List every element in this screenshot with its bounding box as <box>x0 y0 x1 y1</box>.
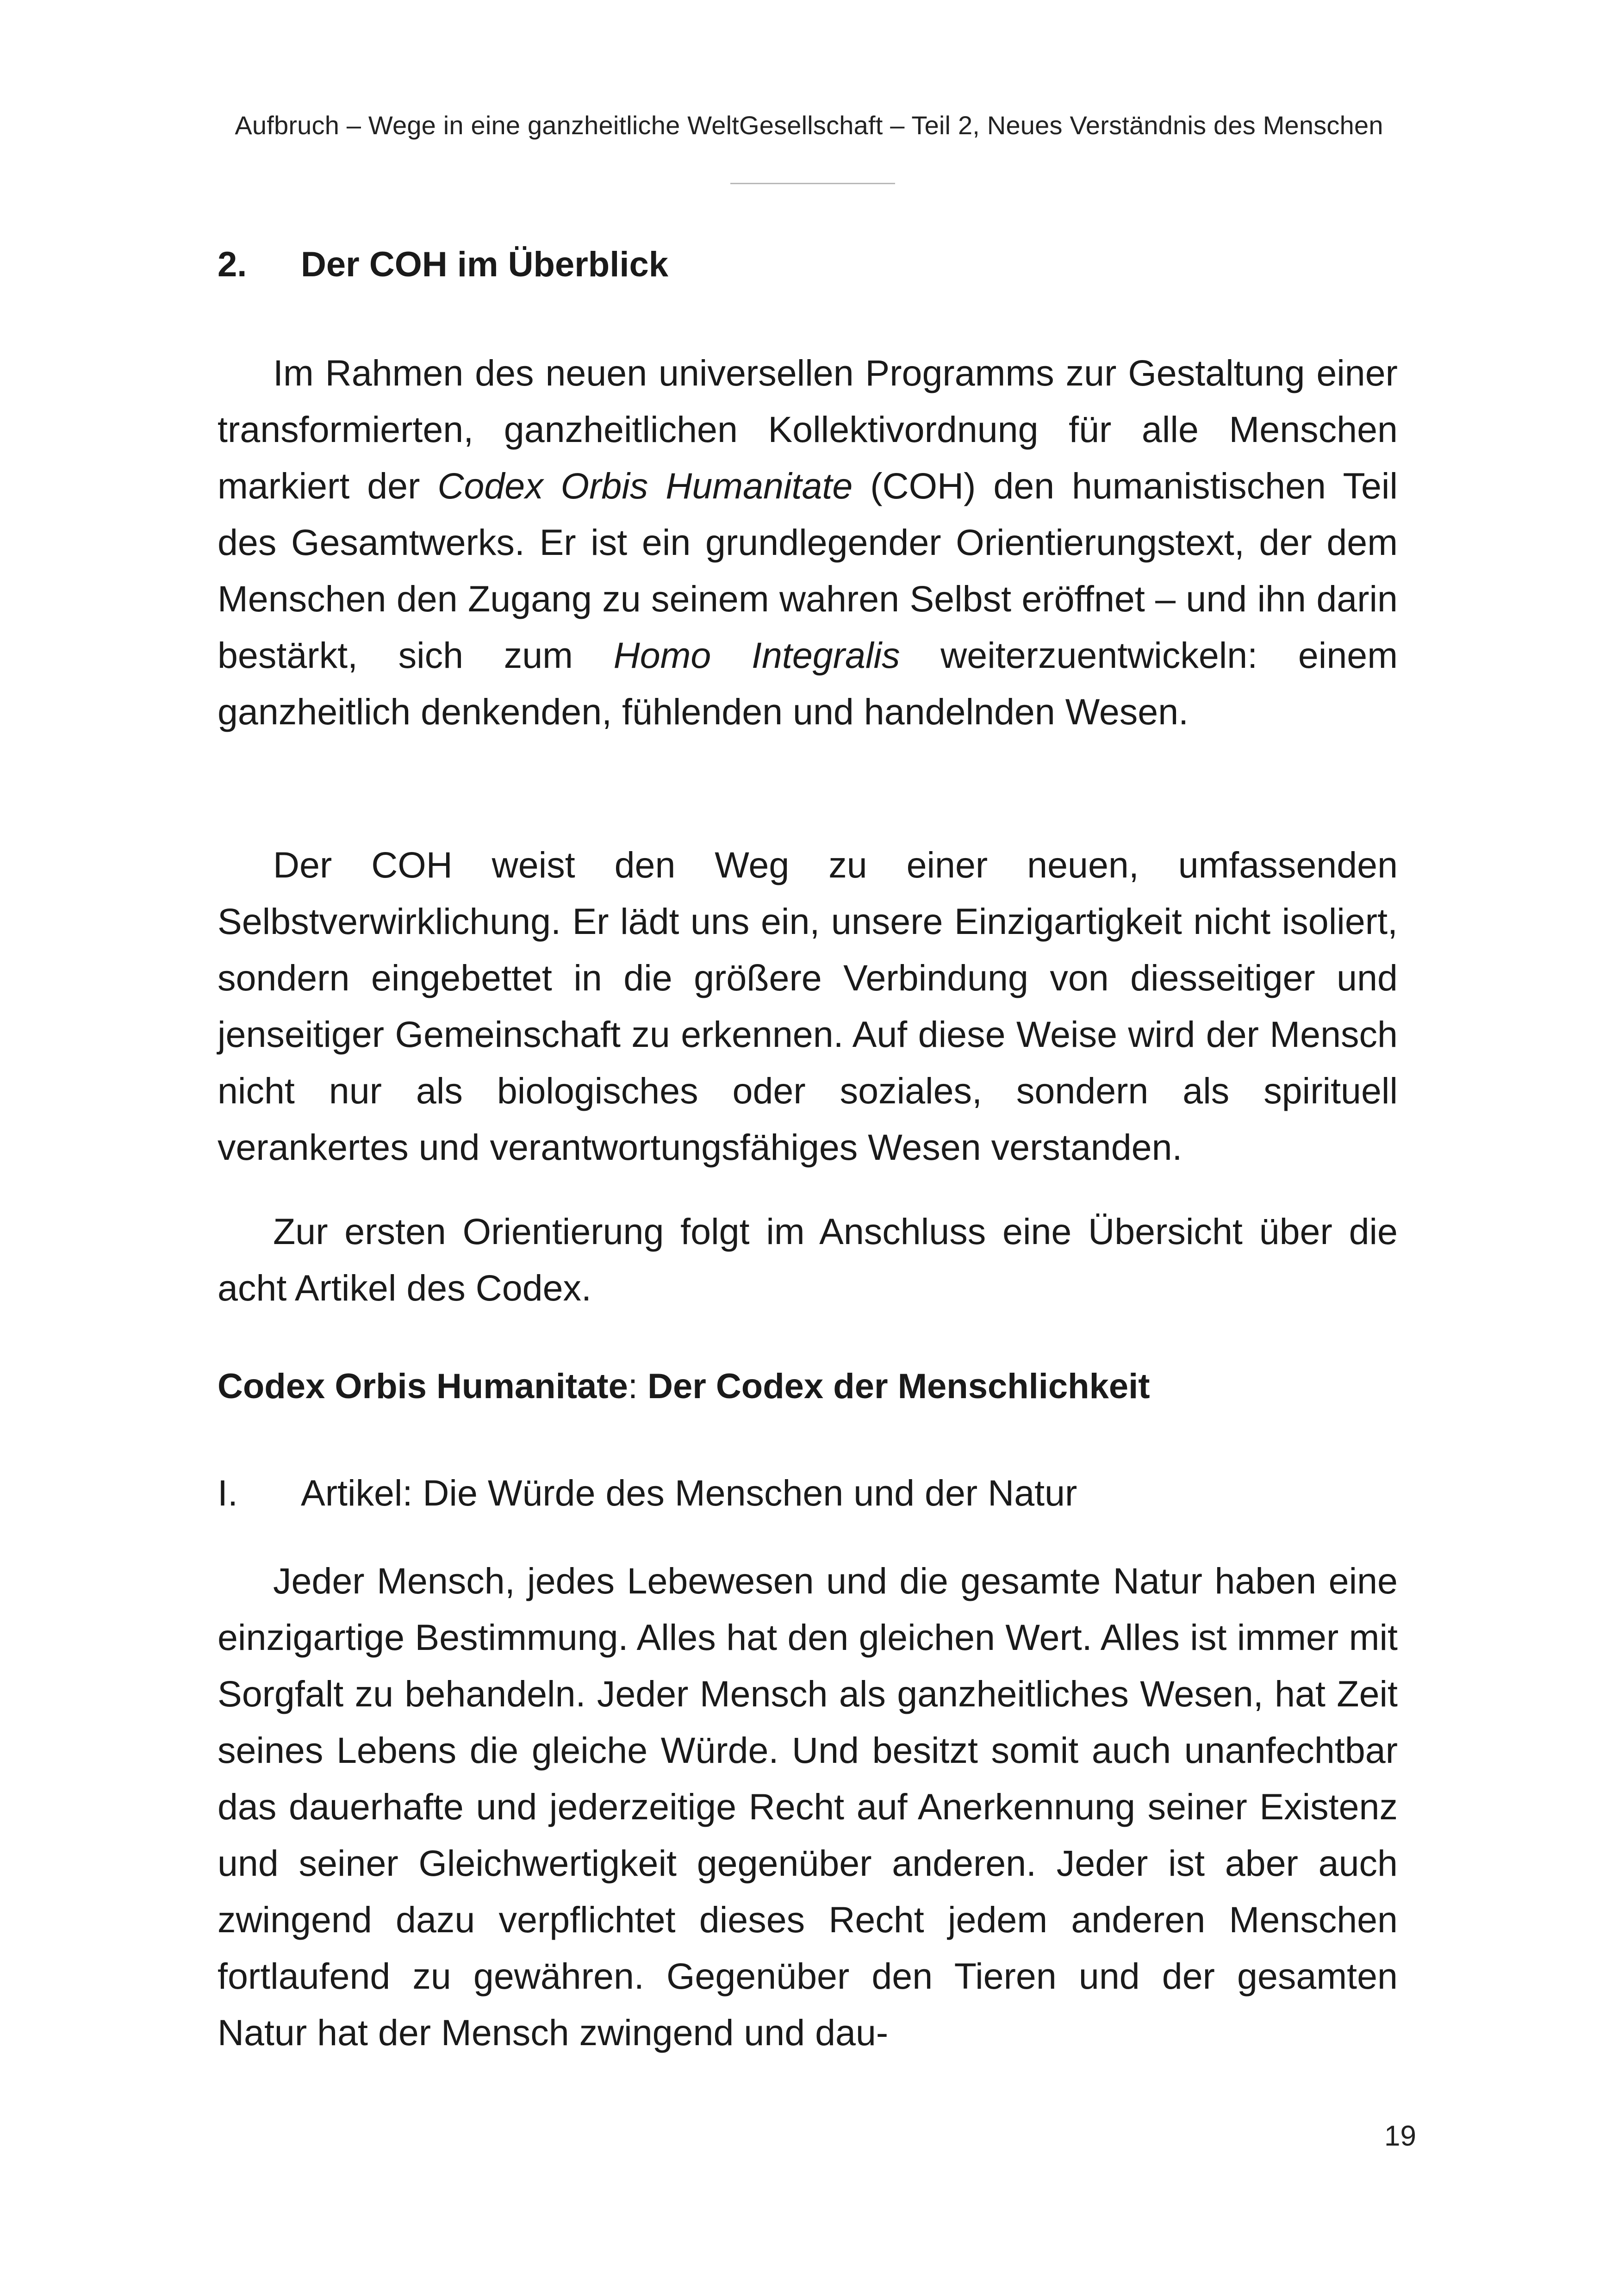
paragraph-intro-text-c: weiterzuentwickeln: einem ganzheitlich denkenden, fühlenden und handelnden Wesen. <box>218 635 1398 732</box>
paragraph-intro-text-b: (COH) den humanistischen Teil des Gesamtwerks. Er ist ein grundlegender Orientierungstext, der dem Menschen den Zugang zu seinem wahren Selbst eröffnet – und ihn darin bestärkt, sich zum <box>218 465 1398 676</box>
article-title: Artikel: Die Würde des Menschen und der Natur <box>301 1472 1077 1513</box>
codex-heading-subtitle: Der Codex der Menschlichkeit <box>647 1367 1150 1406</box>
codex-heading-name: Codex Orbis Humanitate <box>218 1367 628 1406</box>
section-title: Der COH im Überblick <box>301 245 668 284</box>
paragraph-orientation: Zur ersten Orientierung folgt im Anschluss eine Übersicht über die acht Artikel des Codex. <box>218 1211 1398 1308</box>
header-divider <box>730 183 895 184</box>
running-header: Aufbruch – Wege in eine ganzheitliche WeltGesellschaft – Teil 2, Neues Verständnis des Menschen <box>235 111 1383 140</box>
page-number: 19 <box>1384 2120 1416 2152</box>
paragraph-intro <box>218 345 1398 740</box>
section-heading <box>218 244 668 285</box>
homo-integralis-emphasis: Homo Integralis <box>613 635 900 676</box>
codex-heading <box>218 1366 1150 1406</box>
codex-name-emphasis: Codex Orbis Humanitate <box>437 465 853 506</box>
article-number: I. <box>218 1472 238 1513</box>
section-number: 2. <box>218 245 247 284</box>
paragraph-intro-text-a: Im Rahmen des neuen universellen Programms zur Gestaltung einer transformierten, ganzheitlichen Kollektivordnung für alle Menschen markiert der <box>218 352 1398 506</box>
paragraph-self-realization: Der COH weist den Weg zu einer neuen, umfassenden Selbstverwirklichung. Er lädt uns ein, unsere Einzigartigkeit nicht isoliert, sondern eingebettet in die größere Verbindung von diesseitiger und jenseitiger Gemeinschaft zu erkennen. Auf diese Weise wird der Mensch nicht nur als biologisches oder soziales, sondern als spirituell verankertes und verantwortungsfähiges Wesen verstanden. <box>218 844 1398 1168</box>
paragraph-article-one: Jeder Mensch, jedes Lebewesen und die gesamte Natur haben eine einzigartige Bestimmung. Alles hat den gleichen Wert. Alles ist immer mit Sorgfalt zu behandeln. Jeder Mensch als ganzheitliches Wesen, hat Zeit seines Lebens die gleiche Würde. Und besitzt somit auch unanfechtbar das dauerhafte und jederzeitige Recht auf Anerkennung seiner Existenz und seiner Gleichwertigkeit gegenüber anderen. Jeder ist aber auch zwingend dazu verpflichtet dieses Recht jedem anderen Menschen fortlaufend zu gewähren. Gegenüber den Tieren und der gesamten Natur hat der Mensch zwingend und dau- <box>218 1560 1398 2053</box>
codex-heading-separator: : <box>628 1367 648 1406</box>
article-heading <box>218 1472 1077 1514</box>
